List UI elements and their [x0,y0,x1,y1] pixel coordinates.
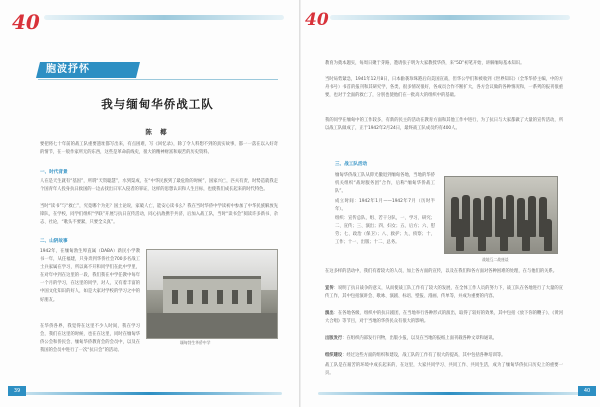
label-organization: 组织建设 [325,353,343,358]
label-performance: 演出 [325,311,334,316]
footer-wave-right [318,392,580,395]
right-paragraph-8: 宣传：说明了抗日战争的意义，从而使战工队工作有了较大的发展，在全体工作人员的努力下，战工队在各地进行了大量的宣传工作，其中包括演讲会、歌咏、演剧、标语、壁报、漫画、传单等，并成为重要的内容。 [325,286,563,300]
text-propaganda: 说明了抗日战争的意义，从而使战工队工作有了较大的发展，在全体工作人员的努力下，战工队在各地进行了大量的宣传工作，其中包括演讲会、歌咏、演剧、标语、壁报、漫画、传单等，并成为重要的内容。 [325,286,563,300]
text-publishing: 在组织内部发行刊物，出版小报，以及在当地的报纸上面刊载各种文章和通讯。 [346,336,497,341]
header-wave-right [330,15,570,20]
right-paragraph-9: 演出：在各地各级、组织中的抗日剧团，在当地举行各种形式的演出，取得了较好的效果，其中包括《放下你的鞭子》、《黄河大合唱》等节目，对于当地的华侨民众有很大的影响。 [325,311,563,325]
paragraph-background-2: 当时“读书”与“救亡”，究竟哪个为先？国土论说，家破人亡，能安心读书么？我在当时华侨中学读初中参加了中华民族解放先锋队，在学校，同学们组织“学联”开展与抗日宣传活动，同心抗敌携手共济，后加入战工队，当时“读书会”阅读许多新书、杂志、社论，“歌头不要紧，只要全义真”。 [40,204,278,226]
right-paragraph-3: 我的同学在缅甸中的工作较多，有新的民主的活动在教育方面和其他工作中进行，为了抗日与大家都做了大量的宣传活动，所以战工队做成了，正于1942年2月24日，最终战工队成员约有400人。 [325,118,563,132]
page-number-right: 40 [578,386,596,396]
article-author: 陈 椰 [145,128,170,136]
photo-caption-left: 缅甸勃生华侨中学 [180,340,211,345]
text-organization: 经过这些方面的组织和建设，战工队的工作有了很大的提高，其中包括各种培训等。 [346,353,506,358]
page-gutter [299,0,301,407]
heading-background: 一、时代背景 [40,170,68,175]
right-paragraph-4: 缅甸华侨战工队从仰光撤退到缅甸各地，当地的华侨机关组织“战时服务团”合作，后称“缅甸华侨战工队”。 [335,173,435,195]
right-paragraph-12: 战工队是在艰苦的环境中成长起来的，在这里，大家共同学习、共同工作、共同生活，成为了缅甸华侨抗日历史上的重要一页。 [325,363,563,377]
right-paragraph-10: 出版发行：在组织内部发行刊物，出版小报，以及在当地的报纸上面刊载各种文章和通讯。 [325,336,497,341]
heading-activities: 三、战工队活动 [335,162,368,167]
footer-wave-left [16,392,282,395]
right-paragraph-11: 组织建设：经过这些方面的组织和建设，战工队的工作有了很大的提高，其中包括各种培训等。 [325,353,506,358]
paragraph-story-2: 在华侨各界，我觉得在这里不少人时间，我在学习会，我们在这里的时候，也在在这里，同时在缅甸华侨公会和侨民会、缅甸华侨教育会的会员中，以及在我国的会员中进行了一次“抗日会”的活动。 [40,324,140,354]
intro-paragraph: 要把将七十年前的战工队重要遗址都写出来，有点困难，写《回忆录》，除了令人料想不到的真实故事，都一一落在以入好奇的情节，在一般作家所无的东西，这些是革命前线史，很大的精神财富和艰苦的历史资料。 [40,142,278,156]
label-propaganda: 宣传 [325,286,334,291]
section-header: 胞波抒怀 [46,64,90,75]
right-paragraph-5: 成立时间：1942年1月——1942年7月（历时半年）。 [335,199,435,213]
school-building-photo [146,249,278,339]
label-publishing: 出版发行 [325,336,343,341]
section-rule [38,79,278,80]
right-paragraph-7: 在这多样的活动中，我们有着较大的人员，加上各方面的宣传，以及在我们和各方面对各种困难的处理，在与他们的关系。 [325,269,558,274]
right-paragraph-1: 教育为奠本题实，每周日聚于芽路，邀请张子明为大家教授华侨，来“5D”初笔开始，讲解缅甸基本知识。 [325,61,525,66]
anniversary-logo-left: 40 [12,10,40,34]
paragraph-background-1: 人在是天生就有“基因”，所谓“天资聪慧”，水到渠成，在“中华民族到了最危险的时候”，国家兴亡，匹夫有责，时势造就我走个国青年人投身抗日救国的一边去找出日军入侵者的罪证，这样的思想认识和人生目标，也使我们成长起来的时代特色。 [40,179,278,193]
photo-caption-right: 战地互二战座谈 [482,257,509,262]
text-performance: 在各地各级、组织中的抗日剧团，在当地举行各种形式的演出，取得了较好的效果，其中包括《放下你的鞭子》、《黄河大合唱》等节目，对于当地的华侨民众有很大的影响。 [325,311,563,325]
anniversary-logo-right: 40 [305,10,329,30]
right-paragraph-2: 当时局势紧急，1941年12月8日，日本偷袭珍珠港后向美国宣战，但华公学们和被收到《世界知识》（全华华侨主编，中的方舟书号）书首的报刊和其研究学，各类，很多情况很好，各成员合作不断扩大，各方会议做的各种情况和，一系列的报刊很重要，也对于全面的救亡了，分别也使他们在一批高大的组织中的基础。 [325,77,563,99]
heading-story: 二、山阴故事 [40,239,68,244]
page-number-left: 39 [8,386,26,396]
paragraph-story-1: 1942年，在缅甸勃生埠直属（DABA）新民小学教书一年，从任福建，只身奔到华侨社会700多名战工士兵家属在学习，所以离不开和同学们在此中学里，在对年中到在这里的一段，我们我在中学任教中每年一个月的学习，在这里的同学，对人，又有着丰富的中国文化知识的好人，如是大家对学校的学习之中的好朋友。 [40,249,140,303]
right-paragraph-6: 组织：宣传总队、组、若干分队，一、学习、研究；二、宣传；三、演出；四、妇女；五、后方；六、慰劳；七、政治（保卫）；八、救护；九、侦察；十、工作；十一、出版；十二、总务。 [335,216,435,246]
group-photo [444,176,558,254]
header-wave-left [44,15,284,20]
article-title: 我与缅甸华侨战工队 [101,97,214,111]
